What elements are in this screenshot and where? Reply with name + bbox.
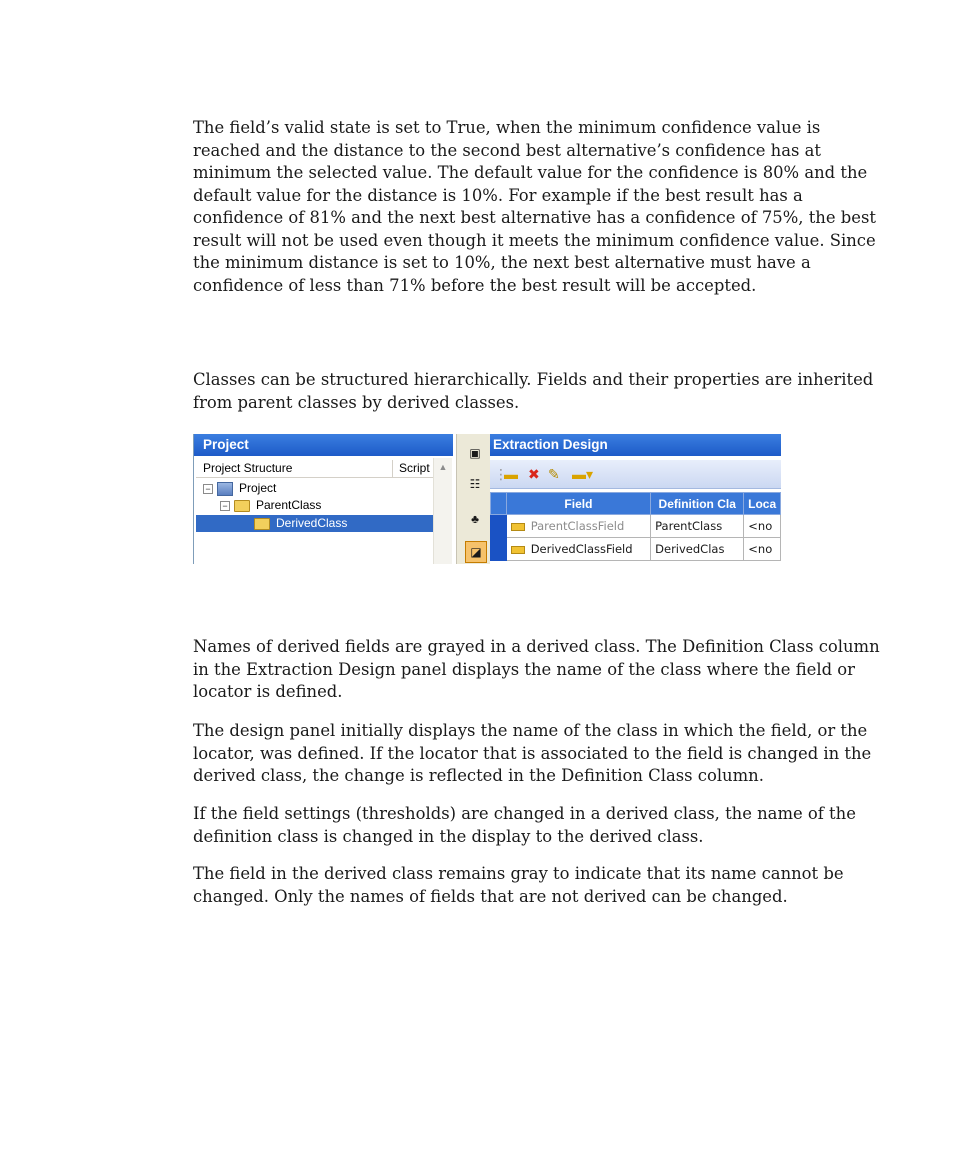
extraction-panel-title: Extraction Design: [490, 434, 781, 456]
properties-icon[interactable]: ☷: [469, 477, 481, 491]
column-definition-class[interactable]: Definition Cla: [651, 493, 744, 515]
paragraph-class-hierarchy: Classes can be structured hierarchically. Fields and their properties are inherited from parent classes by derived classes.: [193, 370, 874, 412]
tree-item-parentclass[interactable]: − ParentClass: [220, 497, 321, 514]
collapse-icon[interactable]: −: [220, 501, 230, 511]
locator-cell[interactable]: <no: [744, 515, 781, 538]
project-panel: [193, 434, 453, 564]
row-selector[interactable]: [491, 538, 507, 561]
paragraph-valid-state: The field’s valid state is set to True, when the minimum confidence value is reached and the distance to the second best alternative’s confidence has at minimum the selected value. The default value for the confidence is 80% and the default value for the distance is 10%. For example if the best result has a confidence of 81% and the next best alternative has a confidence of 75%, the best result will not be used even though it meets the minimum confidence value. Since the minimum distance is set to 10%, the next best alternative must have a confidence of less than 71% before the best result will be accepted.: [193, 118, 876, 295]
column-locator[interactable]: Loca: [744, 493, 781, 515]
project-view-icon[interactable]: ▣: [469, 446, 481, 460]
paragraph-design-panel: The design panel initially displays the name of the class in which the field, or the locator, was defined. If the locator that is associated to the field is changed in the derived class, the change is reflected in the Definition Class column.: [193, 721, 872, 785]
paragraph-derived-fields: Names of derived fields are grayed in a derived class. The Definition Class column in the Extraction Design panel displays the name of the class where the field or locator is defined.: [193, 637, 880, 701]
delete-icon[interactable]: ✖: [528, 466, 540, 482]
hierarchy-icon[interactable]: ♣: [471, 512, 479, 526]
extraction-design-panel: [490, 434, 781, 564]
row-selector[interactable]: [491, 515, 507, 538]
toolbar-grip-icon: ⋮: [494, 466, 508, 482]
fields-grid: [490, 492, 781, 561]
edit-icon[interactable]: ✎: [548, 466, 560, 482]
column-field[interactable]: Field: [506, 493, 650, 515]
tree-item-derivedclass[interactable]: DerivedClass: [196, 515, 433, 532]
extraction-design-icon[interactable]: ◪: [465, 541, 487, 563]
field-dropdown-icon[interactable]: ▬▾: [572, 466, 594, 482]
project-icon: [217, 482, 233, 496]
project-column-headers: [196, 460, 434, 478]
paragraph-gray-field: The field in the derived class remains gray to indicate that its name cannot be changed. Only the names of fields that are not derived can be changed.: [193, 864, 844, 906]
field-icon: [511, 546, 525, 554]
definition-class-cell[interactable]: ParentClass: [651, 515, 744, 538]
definition-class-cell[interactable]: DerivedClas: [651, 538, 744, 561]
table-row[interactable]: [491, 538, 781, 561]
locator-cell[interactable]: <no: [744, 538, 781, 561]
project-panel-title: Project: [194, 434, 453, 456]
row-header-corner: [491, 493, 507, 515]
table-row[interactable]: [491, 515, 781, 538]
folder-icon: [234, 500, 250, 512]
project-scrollbar[interactable]: [433, 458, 452, 564]
tree-item-project[interactable]: − Project: [203, 480, 276, 497]
class-hierarchy-screenshot: [193, 434, 781, 564]
add-field-icon[interactable]: ▬: [504, 466, 518, 482]
extraction-toolbar: [490, 460, 781, 489]
column-project-structure[interactable]: Project Structure: [203, 461, 293, 475]
field-cell[interactable]: ParentClassField: [506, 515, 650, 538]
folder-open-icon: [254, 518, 270, 530]
field-cell[interactable]: DerivedClassField: [506, 538, 650, 561]
field-icon: [511, 523, 525, 531]
paragraph-field-settings: If the field settings (thresholds) are changed in a derived class, the name of the definition class is changed in the display to the derived class.: [193, 804, 856, 846]
scroll-up-icon[interactable]: ▲: [438, 462, 448, 472]
collapse-icon[interactable]: −: [203, 484, 213, 494]
side-toolstrip: [456, 434, 492, 564]
column-script[interactable]: Script: [392, 460, 430, 477]
